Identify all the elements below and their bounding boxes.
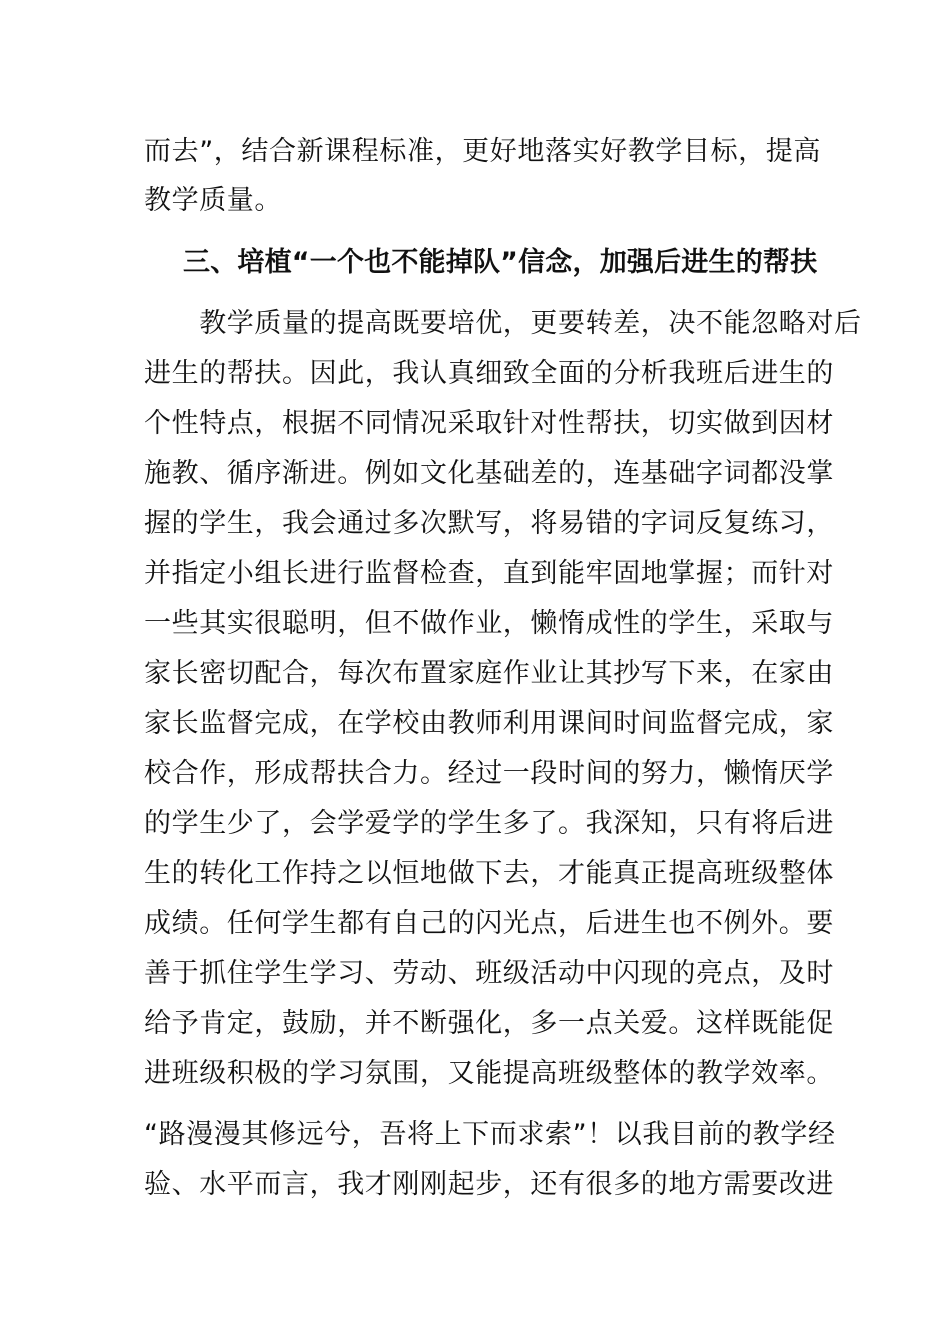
text-line: 生的转化工作持之以恒地做下去，才能真正提高班级整体 [144, 858, 834, 889]
text-line: 的学生少了，会学爱学的学生多了。我深知，只有将后进 [144, 808, 834, 839]
text-line: 验、水平而言，我才刚刚起步，还有很多的地方需要改进 [144, 1169, 834, 1200]
text-line: 施教、循序渐进。例如文化基础差的，连基础字词都没掌 [144, 458, 834, 489]
text-line: 给予肯定，鼓励，并不断强化，多一点关爱。这样既能促 [144, 1008, 834, 1039]
text-line: 进班级积极的学习氛围，又能提高班级整体的教学效率。 [144, 1058, 834, 1089]
text-line: 个性特点，根据不同情况采取针对性帮扶，切实做到因材 [144, 408, 834, 439]
text-line: 并指定小组长进行监督检查，直到能牢固地掌握；而针对 [144, 558, 834, 589]
text-line: 而去”，结合新课程标准，更好地落实好教学目标，提高 [144, 136, 821, 167]
text-line: 进生的帮扶。因此，我认真细致全面的分析我班后进生的 [144, 358, 834, 389]
text-line: 一些其实很聪明，但不做作业，懒惰成性的学生，采取与 [144, 608, 834, 639]
section-heading: 三、培植“一个也不能掉队”信念，加强后进生的帮扶 [183, 247, 818, 278]
text-line: 握的学生，我会通过多次默写，将易错的字词反复练习， [144, 508, 834, 539]
text-line: 家长密切配合，每次布置家庭作业让其抄写下来，在家由 [144, 658, 834, 689]
text-line: 成绩。任何学生都有自己的闪光点，后进生也不例外。要 [144, 908, 834, 939]
text-line: 教学质量的提高既要培优，更要转差，决不能忽略对后 [144, 308, 862, 339]
text-line: 善于抓住学生学习、劳动、班级活动中闪现的亮点，及时 [144, 958, 834, 989]
text-line: 校合作，形成帮扶合力。经过一段时间的努力，懒惰厌学 [144, 758, 834, 789]
text-line: “路漫漫其修远兮，吾将上下而求索”！以我目前的教学经 [144, 1119, 836, 1150]
text-line: 家长监督完成，在学校由教师利用课间时间监督完成，家 [144, 708, 834, 739]
text-line: 教学质量。 [144, 185, 282, 216]
